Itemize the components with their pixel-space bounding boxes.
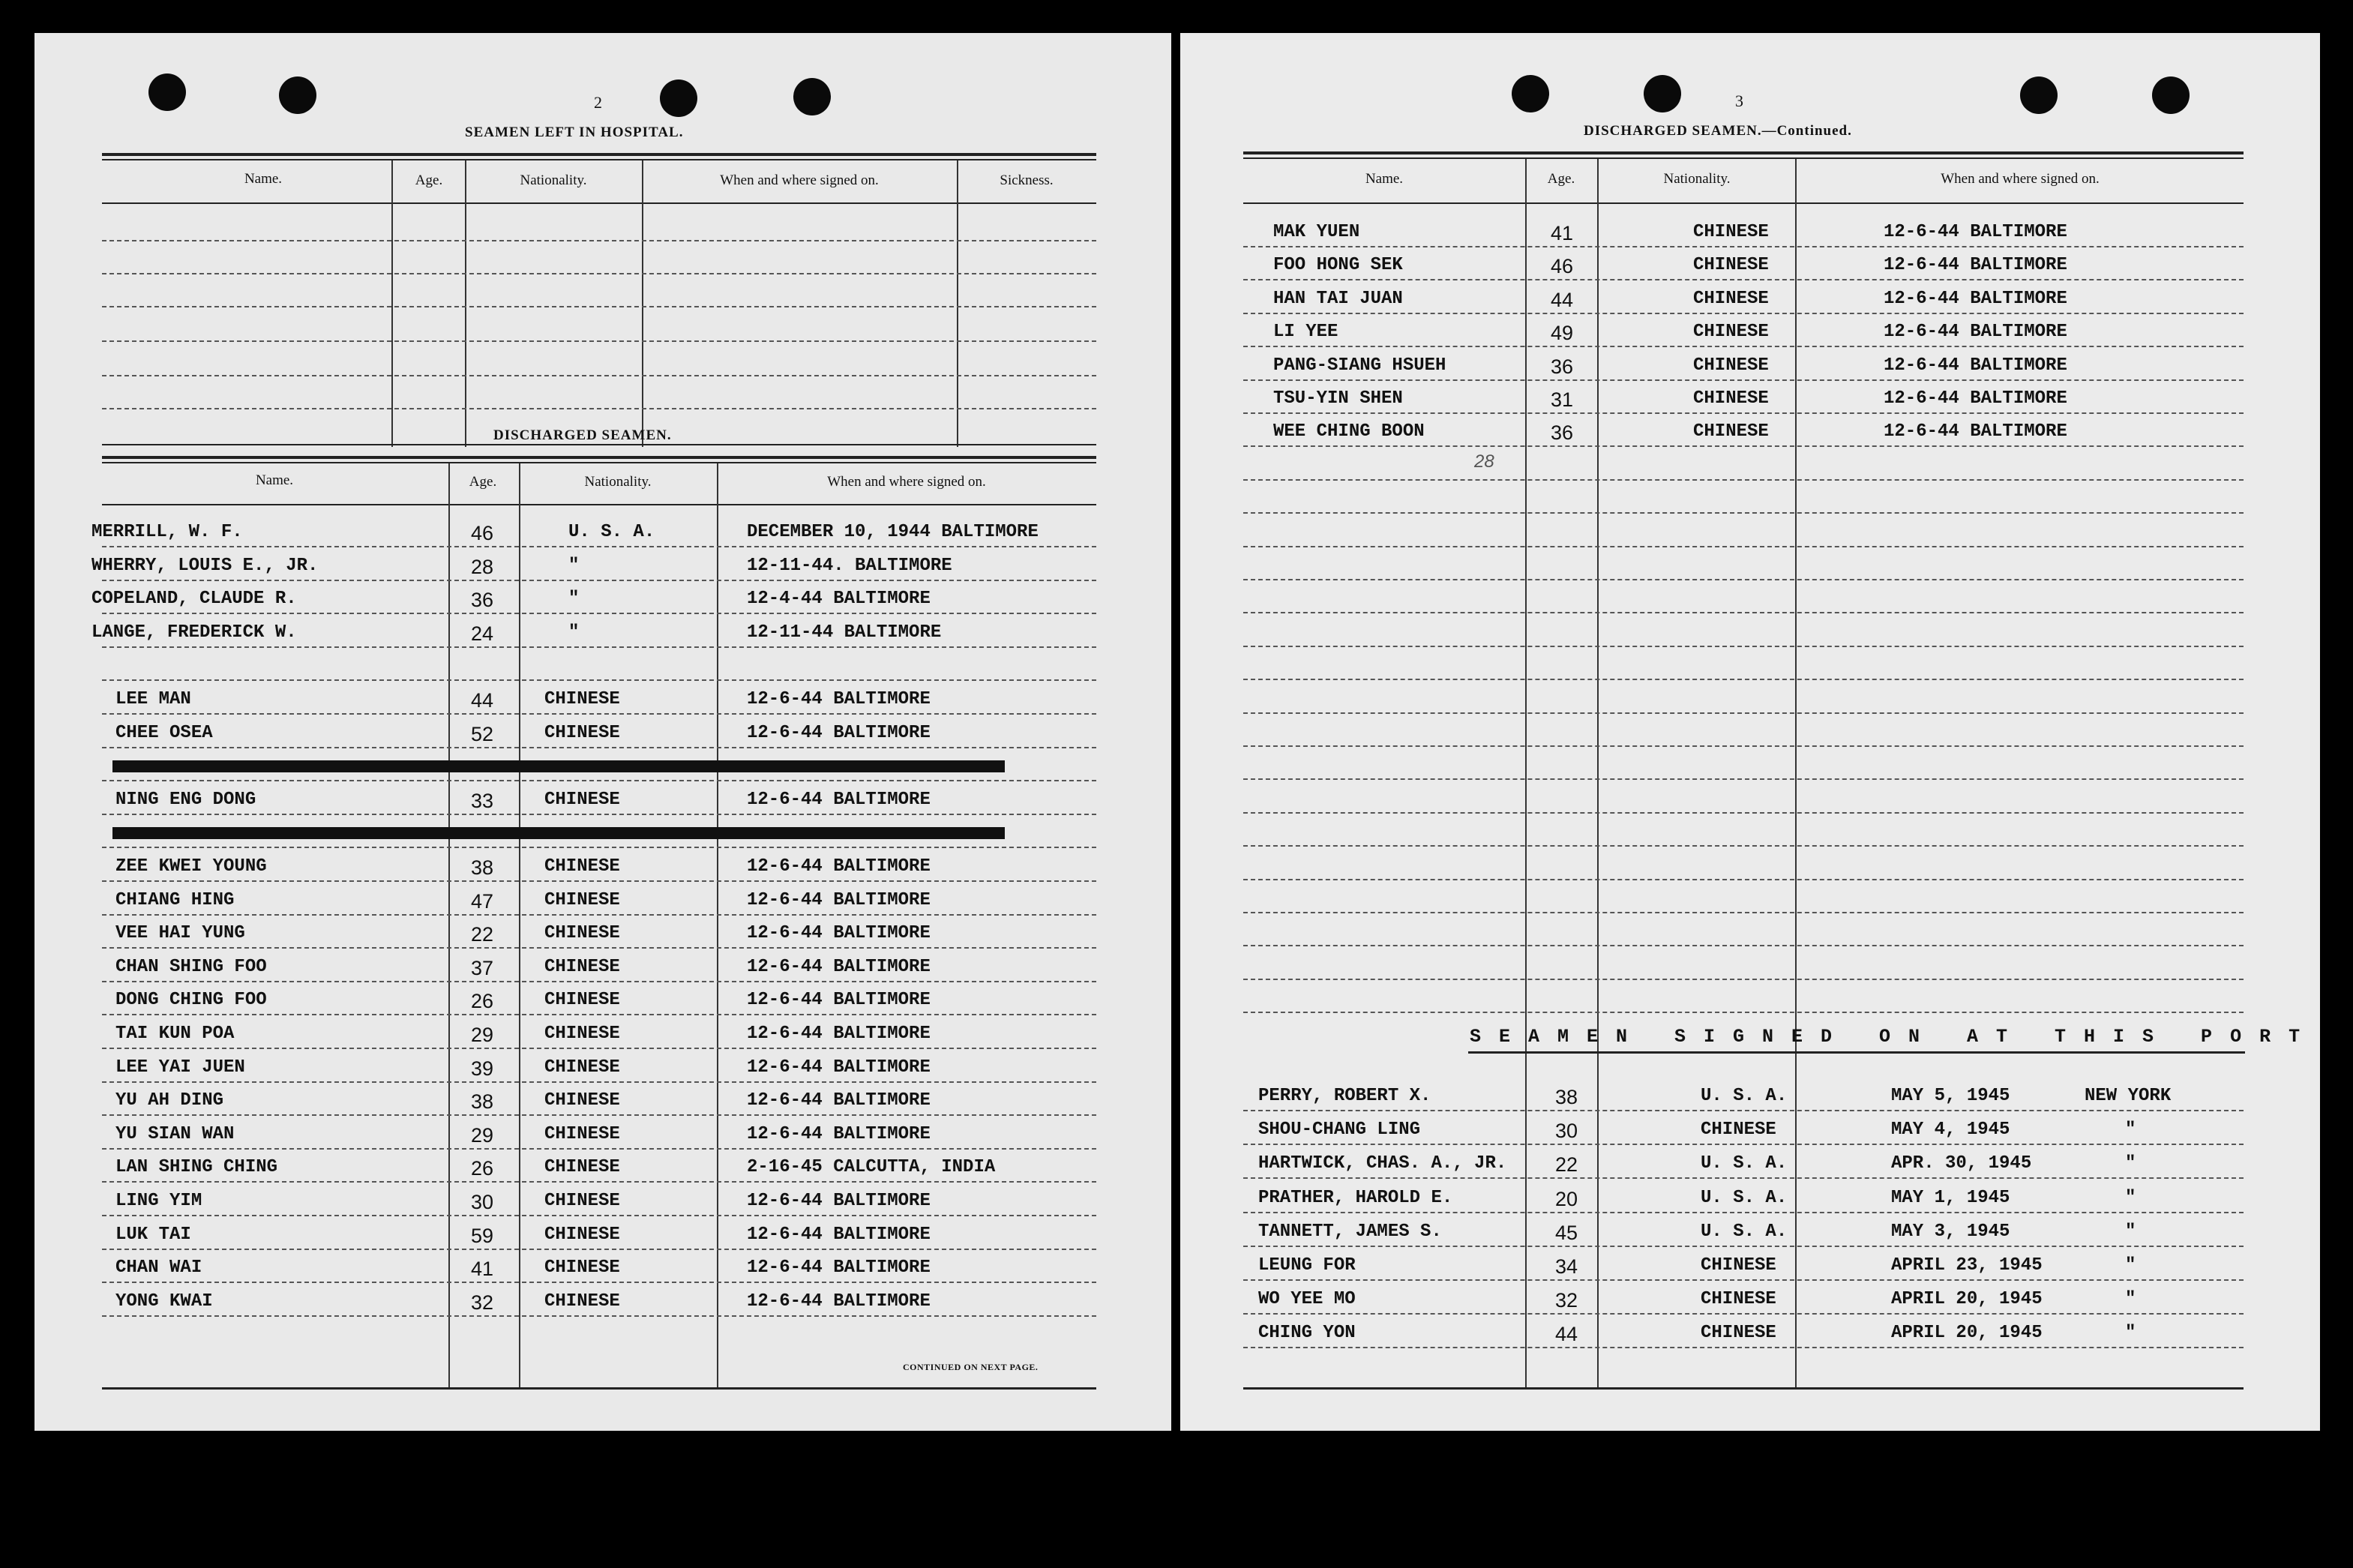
row-rule xyxy=(102,375,1096,376)
seaman-nationality: CHINESE xyxy=(1693,289,1769,309)
signed-on: 12-6-44 BALTIMORE xyxy=(1884,255,2067,275)
column-header-age: Age. xyxy=(1547,171,1575,187)
seaman-nationality: U. S. A. xyxy=(568,522,655,542)
seaman-name: LI YEE xyxy=(1273,322,1338,342)
seaman-name: TAI KUN POA xyxy=(115,1024,235,1044)
seaman-age: 59 xyxy=(471,1225,494,1247)
table-row xyxy=(34,1048,1171,1081)
seaman-nationality: CHINESE xyxy=(1701,1255,1776,1276)
seaman-nationality: CHINESE xyxy=(544,1291,620,1312)
seaman-age: 20 xyxy=(1555,1188,1578,1210)
seaman-age: 34 xyxy=(1555,1255,1578,1278)
signed-on: 12-6-44 BALTIMORE xyxy=(747,1124,931,1144)
seaman-name: CHEE OSEA xyxy=(115,723,213,743)
table-row xyxy=(1180,1077,2320,1110)
seaman-name: LUK TAI xyxy=(115,1225,191,1245)
table-row xyxy=(1180,379,2320,412)
seaman-age: 36 xyxy=(1551,355,1574,378)
row-rule xyxy=(1243,445,2244,447)
seaman-age: 32 xyxy=(1555,1289,1578,1312)
seaman-nationality: CHINESE xyxy=(544,1157,620,1177)
seaman-age: 32 xyxy=(471,1291,494,1314)
seaman-name: YU SIAN WAN xyxy=(115,1124,235,1144)
row-rule xyxy=(1243,679,2244,680)
seaman-nationality: CHINESE xyxy=(544,1191,620,1211)
signed-on-date: APRIL 23, 1945 xyxy=(1891,1255,2043,1276)
table-row xyxy=(34,981,1171,1014)
signed-on: 12-6-44 BALTIMORE xyxy=(747,1291,931,1312)
signed-on-date: APRIL 20, 1945 xyxy=(1891,1323,2043,1343)
table-row xyxy=(34,646,1171,679)
signed-on: 12-6-44 BALTIMORE xyxy=(1884,421,2067,442)
seaman-age: 30 xyxy=(1555,1120,1578,1142)
page-number: 3 xyxy=(1735,91,1743,110)
signed-on-date: APRIL 20, 1945 xyxy=(1891,1289,2043,1309)
table-row xyxy=(34,814,1171,847)
seaman-nationality: " xyxy=(568,589,580,609)
signed-on: 12-6-44 BALTIMORE xyxy=(1884,222,2067,242)
seaman-age: 37 xyxy=(471,957,494,979)
signed-on: 12-6-44 BALTIMORE xyxy=(747,990,931,1010)
signed-on: 12-6-44 BALTIMORE xyxy=(747,723,931,743)
seaman-age: 26 xyxy=(471,990,494,1012)
continued-footer: CONTINUED ON NEXT PAGE. xyxy=(903,1362,1039,1372)
header-rule xyxy=(102,202,1096,204)
table-row xyxy=(1180,346,2320,379)
column-header-age: Age. xyxy=(415,172,443,188)
seaman-nationality: CHINESE xyxy=(544,890,620,910)
row-rule xyxy=(1243,612,2244,613)
row-rule xyxy=(1243,912,2244,913)
table-row xyxy=(1180,1179,2320,1212)
seaman-age: 31 xyxy=(1551,388,1574,411)
row-rule xyxy=(1243,479,2244,481)
seaman-age: 44 xyxy=(471,689,494,712)
signed-on: 12-11-44 BALTIMORE xyxy=(747,622,942,643)
seaman-name: LAN SHING CHING xyxy=(115,1157,278,1177)
seaman-name: LEE YAI JUEN xyxy=(115,1057,245,1078)
signed-on: 12-6-44 BALTIMORE xyxy=(747,890,931,910)
seaman-name: NING ENG DONG xyxy=(115,790,256,810)
seaman-name: WHERRY, LOUIS E., JR. xyxy=(91,556,319,576)
column-header-signed-on: When and where signed on. xyxy=(827,474,986,490)
seaman-age: 38 xyxy=(471,856,494,879)
signed-on-place: " xyxy=(2125,1289,2136,1309)
row-rule xyxy=(1243,712,2244,714)
seaman-nationality: CHINESE xyxy=(544,1057,620,1078)
column-divider xyxy=(642,160,643,447)
signed-on-place: " xyxy=(2125,1153,2136,1174)
signed-on: 12-6-44 BALTIMORE xyxy=(747,1090,931,1111)
seaman-nationality: U. S. A. xyxy=(1701,1222,1788,1242)
seaman-name: LEE MAN xyxy=(115,689,191,709)
punch-hole xyxy=(660,79,697,117)
punch-hole xyxy=(2020,76,2058,114)
seaman-nationality: CHINESE xyxy=(544,689,620,709)
seaman-nationality: CHINESE xyxy=(544,957,620,977)
signed-on: 12-4-44 BALTIMORE xyxy=(747,589,931,609)
seaman-nationality: CHINESE xyxy=(544,1090,620,1111)
seaman-nationality: CHINESE xyxy=(544,790,620,810)
table-row xyxy=(1180,412,2320,445)
signed-on: 12-6-44 BALTIMORE xyxy=(747,856,931,877)
seaman-nationality: CHINESE xyxy=(1701,1323,1776,1343)
seaman-nationality: CHINESE xyxy=(1701,1120,1776,1140)
seaman-name: PANG-SIANG HSUEH xyxy=(1273,355,1446,376)
table-row xyxy=(34,914,1171,947)
row-rule xyxy=(1243,1347,2244,1348)
table-row xyxy=(34,613,1171,646)
punch-hole xyxy=(279,76,316,114)
seaman-name: WEE CHING BOON xyxy=(1273,421,1425,442)
signed-on-place: " xyxy=(2125,1255,2136,1276)
column-header-name: Name. xyxy=(244,171,283,187)
table-rule xyxy=(1243,151,2244,154)
column-header-nationality: Nationality. xyxy=(584,474,652,490)
seaman-name: LANGE, FREDERICK W. xyxy=(91,622,297,643)
table-row xyxy=(1180,213,2320,246)
row-rule xyxy=(1243,579,2244,580)
table-row xyxy=(34,881,1171,914)
right-page xyxy=(1180,33,2320,1431)
table-row xyxy=(34,781,1171,814)
seaman-name: ZEE KWEI YOUNG xyxy=(115,856,267,877)
seaman-nationality: CHINESE xyxy=(544,1124,620,1144)
seaman-name: LEUNG FOR xyxy=(1258,1255,1356,1276)
table-row xyxy=(1180,280,2320,313)
signed-on-place: " xyxy=(2125,1188,2136,1208)
row-rule xyxy=(102,408,1096,409)
seaman-age: 33 xyxy=(471,790,494,812)
signed-on: 12-6-44 BALTIMORE xyxy=(747,923,931,943)
table-rule xyxy=(1243,157,2244,159)
column-header-signed-on: When and where signed on. xyxy=(720,172,879,188)
row-rule xyxy=(1243,1012,2244,1013)
row-rule xyxy=(1243,845,2244,847)
seaman-age: 49 xyxy=(1551,322,1574,344)
seaman-nationality: " xyxy=(568,556,580,576)
signed-on-place: " xyxy=(2125,1323,2136,1343)
seaman-name: YU AH DING xyxy=(115,1090,224,1111)
table-rule xyxy=(102,159,1096,160)
seaman-nationality: CHINESE xyxy=(544,1225,620,1245)
signed-on-heading: SEAMEN SIGNED ON AT THIS PORT xyxy=(1470,1026,2319,1048)
table-row xyxy=(1180,1314,2320,1347)
seaman-name: PRATHER, HAROLD E. xyxy=(1258,1188,1453,1208)
seaman-age: 44 xyxy=(1555,1323,1578,1345)
seaman-age: 22 xyxy=(471,923,494,946)
column-header-age: Age. xyxy=(469,474,497,490)
signed-on: 12-6-44 BALTIMORE xyxy=(747,1057,931,1078)
table-row xyxy=(1180,1280,2320,1313)
table-rule xyxy=(102,456,1096,459)
signed-on-date: MAY 1, 1945 xyxy=(1891,1188,2010,1208)
table-row xyxy=(34,847,1171,880)
row-rule xyxy=(1243,945,2244,946)
seaman-name: HARTWICK, CHAS. A., JR. xyxy=(1258,1153,1507,1174)
row-rule xyxy=(102,340,1096,342)
seaman-name: COPELAND, CLAUDE R. xyxy=(91,589,297,609)
table-row xyxy=(1180,246,2320,279)
seaman-name: CHIANG HING xyxy=(115,890,235,910)
table-row xyxy=(34,547,1171,580)
signed-on: 12-6-44 BALTIMORE xyxy=(747,1225,931,1245)
table-row xyxy=(1180,1246,2320,1279)
seaman-nationality: U. S. A. xyxy=(1701,1086,1788,1106)
signed-on-place: " xyxy=(2125,1120,2136,1140)
table-row xyxy=(1180,1111,2320,1144)
signed-on-date: APR. 30, 1945 xyxy=(1891,1153,2032,1174)
seaman-age: 41 xyxy=(471,1258,494,1280)
seaman-name: PERRY, ROBERT X. xyxy=(1258,1086,1431,1106)
row-rule xyxy=(102,1315,1096,1317)
row-rule xyxy=(102,240,1096,241)
hospital-section-title: SEAMEN LEFT IN HOSPITAL. xyxy=(465,124,684,140)
seaman-age: 24 xyxy=(471,622,494,645)
seaman-age: 22 xyxy=(1555,1153,1578,1176)
seaman-name: MERRILL, W. F. xyxy=(91,522,243,542)
signed-on-place: NEW YORK xyxy=(2085,1086,2172,1106)
seaman-age: 45 xyxy=(1555,1222,1578,1244)
seaman-nationality: CHINESE xyxy=(1693,421,1769,442)
seaman-age: 38 xyxy=(1555,1086,1578,1108)
signed-on-date: MAY 5, 1945 xyxy=(1891,1086,2010,1106)
row-rule xyxy=(1243,812,2244,814)
seaman-nationality: CHINESE xyxy=(1693,222,1769,242)
seaman-name: CHING YON xyxy=(1258,1323,1356,1343)
table-rule xyxy=(102,462,1096,463)
signed-on: 12-6-44 BALTIMORE xyxy=(747,1191,931,1211)
seaman-nationality: CHINESE xyxy=(1693,322,1769,342)
row-rule xyxy=(1243,745,2244,747)
seaman-name: VEE HAI YUNG xyxy=(115,923,245,943)
seaman-nationality: CHINESE xyxy=(544,1258,620,1278)
table-rule xyxy=(102,444,1096,445)
signed-on-date: MAY 4, 1945 xyxy=(1891,1120,2010,1140)
row-rule xyxy=(102,273,1096,274)
seaman-age: 47 xyxy=(471,890,494,913)
column-header-name: Name. xyxy=(255,472,294,488)
seaman-nationality: CHINESE xyxy=(1693,388,1769,409)
column-divider xyxy=(957,160,958,447)
signed-on: 12-6-44 BALTIMORE xyxy=(747,957,931,977)
seaman-name: MAK YUEN xyxy=(1273,222,1360,242)
table-row xyxy=(34,714,1171,747)
signed-on: 12-6-44 BALTIMORE xyxy=(747,1258,931,1278)
signed-on: 12-6-44 BALTIMORE xyxy=(1884,355,2067,376)
signed-on: 12-6-44 BALTIMORE xyxy=(1884,388,2067,409)
table-row xyxy=(34,1081,1171,1114)
seaman-name: TSU-YIN SHEN xyxy=(1273,388,1403,409)
signed-on-place: " xyxy=(2125,1222,2136,1242)
seaman-age: 52 xyxy=(471,723,494,745)
table-row xyxy=(34,1182,1171,1215)
row-rule xyxy=(1243,778,2244,780)
column-header-sickness: Sickness. xyxy=(1000,172,1054,188)
seaman-nationality: CHINESE xyxy=(544,990,620,1010)
row-rule xyxy=(102,306,1096,307)
seaman-age: 39 xyxy=(471,1057,494,1080)
column-header-nationality: Nationality. xyxy=(1663,171,1731,187)
seaman-nationality: CHINESE xyxy=(544,1024,620,1044)
punch-hole xyxy=(793,78,831,115)
seaman-age: 46 xyxy=(1551,255,1574,277)
table-row xyxy=(34,1115,1171,1148)
seaman-nationality: U. S. A. xyxy=(1701,1153,1788,1174)
table-row xyxy=(34,1282,1171,1315)
seaman-name: CHAN SHING FOO xyxy=(115,957,267,977)
seaman-name: CHAN WAI xyxy=(115,1258,202,1278)
seaman-nationality: CHINESE xyxy=(544,856,620,877)
seaman-age: 29 xyxy=(471,1124,494,1147)
punch-hole xyxy=(1512,75,1549,112)
table-row xyxy=(34,680,1171,713)
table-rule xyxy=(102,1387,1096,1390)
signed-on: 12-6-44 BALTIMORE xyxy=(1884,322,2067,342)
seaman-name: FOO HONG SEK xyxy=(1273,255,1403,275)
table-row xyxy=(34,948,1171,981)
seaman-name: LING YIM xyxy=(115,1191,202,1211)
seaman-name: SHOU-CHANG LING xyxy=(1258,1120,1421,1140)
seaman-nationality: " xyxy=(568,622,580,643)
row-rule xyxy=(1243,979,2244,980)
table-row xyxy=(1180,1213,2320,1246)
table-row xyxy=(34,513,1171,546)
seaman-age: 30 xyxy=(471,1191,494,1213)
seaman-name: TANNETT, JAMES S. xyxy=(1258,1222,1442,1242)
signed-on: 12-6-44 BALTIMORE xyxy=(747,1024,931,1044)
column-divider xyxy=(391,160,393,447)
row-rule xyxy=(1243,879,2244,880)
table-row xyxy=(34,747,1171,780)
table-row xyxy=(34,1249,1171,1282)
table-row xyxy=(34,1148,1171,1181)
seaman-name: WO YEE MO xyxy=(1258,1289,1356,1309)
seaman-age: 29 xyxy=(471,1024,494,1046)
row-rule xyxy=(1243,646,2244,647)
punch-hole xyxy=(2152,76,2190,114)
seaman-age: 28 xyxy=(471,556,494,578)
signed-on: DECEMBER 10, 1944 BALTIMORE xyxy=(747,522,1039,542)
seaman-nationality: CHINESE xyxy=(1693,355,1769,376)
header-rule xyxy=(1243,202,2244,204)
column-header-name: Name. xyxy=(1365,171,1404,187)
seaman-nationality: CHINESE xyxy=(1701,1289,1776,1309)
table-row xyxy=(34,580,1171,613)
table-rule xyxy=(102,153,1096,156)
signed-on: 12-11-44. BALTIMORE xyxy=(747,556,952,576)
seaman-name: HAN TAI JUAN xyxy=(1273,289,1403,309)
punch-hole xyxy=(148,73,186,111)
seaman-nationality: CHINESE xyxy=(1693,255,1769,275)
signed-on: 2-16-45 CALCUTTA, INDIA xyxy=(747,1157,996,1177)
column-divider xyxy=(465,160,466,447)
handwritten-note: 28 xyxy=(1474,451,1494,472)
punch-hole xyxy=(1644,75,1681,112)
table-row xyxy=(1180,1144,2320,1177)
discharged-section-title: DISCHARGED SEAMEN. xyxy=(493,427,672,443)
seaman-name: YONG KWAI xyxy=(115,1291,213,1312)
table-row xyxy=(34,1216,1171,1249)
seaman-age: 44 xyxy=(1551,289,1574,311)
signed-on: 12-6-44 BALTIMORE xyxy=(1884,289,2067,309)
row-rule xyxy=(1243,512,2244,514)
seaman-age: 38 xyxy=(471,1090,494,1113)
page-number: 2 xyxy=(594,93,602,112)
column-header-signed-on: When and where signed on. xyxy=(1941,171,2100,187)
seaman-nationality: CHINESE xyxy=(544,723,620,743)
heading-underline xyxy=(1468,1051,2245,1054)
seaman-age: 26 xyxy=(471,1157,494,1180)
table-row xyxy=(1180,313,2320,346)
seaman-nationality: CHINESE xyxy=(544,923,620,943)
table-row xyxy=(34,1015,1171,1048)
page-title: DISCHARGED SEAMEN.—Continued. xyxy=(1584,123,1852,139)
strikeout-bar xyxy=(112,827,1005,839)
signed-on-date: MAY 3, 1945 xyxy=(1891,1222,2010,1242)
row-rule xyxy=(1243,546,2244,547)
left-page xyxy=(34,33,1171,1431)
signed-on: 12-6-44 BALTIMORE xyxy=(747,790,931,810)
seaman-age: 41 xyxy=(1551,222,1574,244)
seaman-age: 36 xyxy=(471,589,494,611)
seaman-name: DONG CHING FOO xyxy=(115,990,267,1010)
strikeout-bar xyxy=(112,760,1005,772)
seaman-age: 36 xyxy=(1551,421,1574,444)
seaman-age: 46 xyxy=(471,522,494,544)
header-rule xyxy=(102,504,1096,505)
table-rule xyxy=(1243,1387,2244,1390)
seaman-nationality: U. S. A. xyxy=(1701,1188,1788,1208)
column-header-nationality: Nationality. xyxy=(520,172,587,188)
signed-on: 12-6-44 BALTIMORE xyxy=(747,689,931,709)
